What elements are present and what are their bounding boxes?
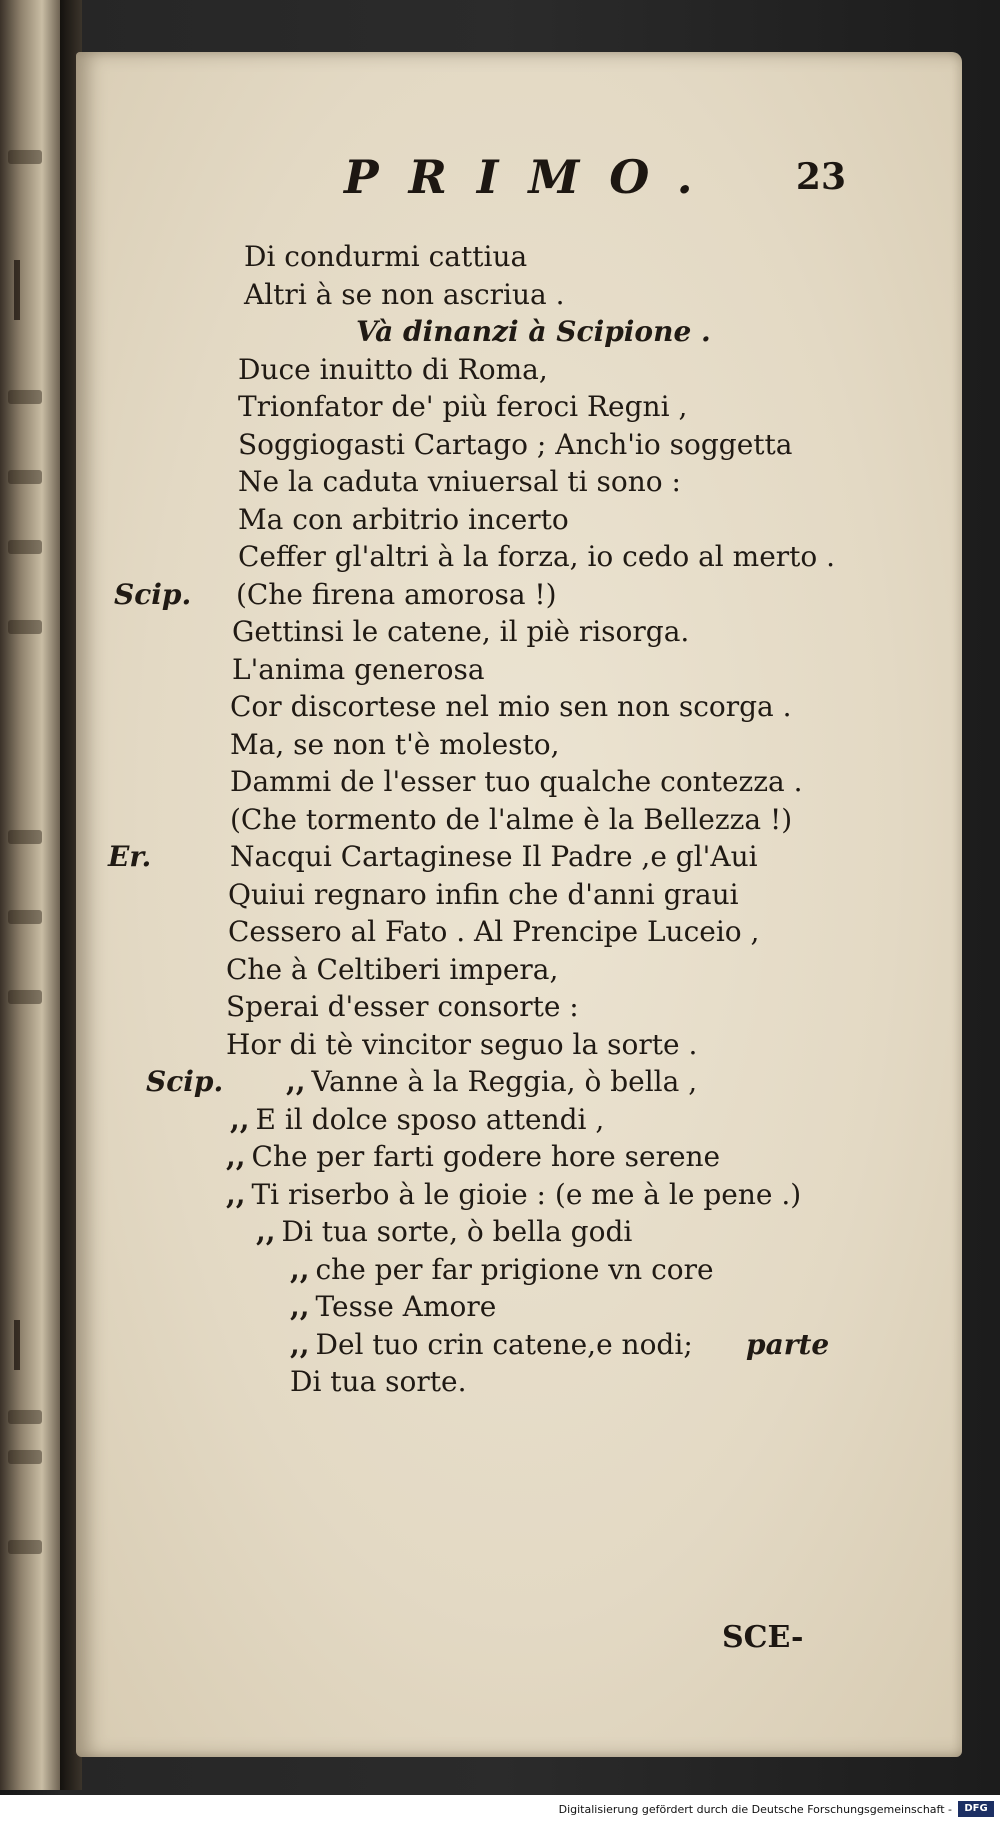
verse-line: [186, 238, 886, 276]
verse-text-line: Trionfator de' più feroci Regni ,: [238, 390, 688, 423]
quotation-mark: ,,: [230, 1102, 250, 1136]
quotation-mark: ,,: [290, 1252, 310, 1286]
page-header: [266, 150, 846, 210]
verse-line: [186, 1026, 886, 1064]
verse-line: [186, 501, 886, 539]
verse-text-line: L'anima generosa: [232, 652, 485, 686]
verse-body: [226, 1176, 801, 1214]
verse-body: [290, 1363, 467, 1401]
verse-line: [186, 426, 886, 464]
verse-text-line: (Che firena amorosa !): [236, 577, 557, 611]
verse-text-line: Di tua sorte.: [290, 1365, 467, 1398]
verse-line: [186, 276, 886, 314]
verse-text-line: E il dolce sposo attendi ,: [255, 1102, 605, 1136]
quotation-mark: ,,: [256, 1215, 276, 1248]
verse-line: [186, 313, 886, 351]
verse-body: [226, 1138, 720, 1176]
speaker-label: Er.: [108, 840, 152, 873]
verse-line: [114, 576, 886, 614]
verse-text-line: Che per farti godere hore serene: [251, 1140, 721, 1173]
verse-body: [230, 1101, 604, 1139]
quotation-mark: ,,: [286, 1065, 306, 1098]
verse-body: [230, 688, 792, 726]
verse-text-line: Sperai d'esser consorte :: [226, 990, 579, 1023]
verse-line: [186, 1138, 886, 1176]
verse-text-line: Quiui regnaro infin che d'anni graui: [228, 877, 739, 911]
verse-text-line: Che à Celtiberi impera,: [226, 952, 559, 986]
verse-text-line: Di condurmi cattiua: [244, 240, 528, 273]
verse-line: [186, 988, 886, 1026]
facing-page-fragment: [8, 1410, 42, 1424]
facing-page-fragment: [8, 620, 42, 634]
verse-line: [186, 463, 886, 501]
verse-text-line: Tesse Amore: [315, 1290, 497, 1323]
verse-body: [230, 763, 803, 801]
stage-direction: Và dinanzi à Scipione .: [356, 315, 711, 348]
verse-body: [238, 426, 792, 464]
quotation-mark: ,,: [290, 1290, 310, 1323]
verse-line: [186, 1176, 886, 1214]
funding-credit: Digitalisierung gefördert durch die Deutsche Forschungsgemeinschaft -: [558, 1803, 952, 1816]
verse-line: [186, 651, 886, 689]
catchword: SCE-: [722, 1620, 804, 1655]
verse-body: [244, 238, 527, 276]
page: [76, 52, 962, 1757]
facing-page-fragment: [8, 150, 42, 164]
verse-text-line: Soggiogasti Cartago ; Anch'io soggetta: [238, 427, 793, 461]
verse-text-line: Ceffer gl'altri à la forza, io cedo al merto .: [238, 540, 836, 573]
running-title: PRIMO.: [344, 150, 723, 204]
verse-text-line: Cessero al Fato . Al Prencipe Luceio ,: [228, 915, 760, 948]
footer-bar: [0, 1795, 1000, 1825]
verse-body: [232, 651, 485, 689]
verse-body: [238, 388, 687, 426]
verse-body: [238, 351, 548, 389]
verse-line: [186, 1326, 886, 1364]
verse-line: [186, 1213, 886, 1251]
verse-body: [236, 576, 557, 614]
verse-line: [186, 613, 886, 651]
verse-body: [290, 1288, 496, 1326]
verse-line: [186, 763, 886, 801]
facing-page-fragment: [8, 990, 42, 1004]
verse-line: [186, 1251, 886, 1289]
page-number: 23: [795, 156, 846, 198]
verse-line: [186, 801, 886, 839]
facing-page-fragment: [8, 830, 42, 844]
facing-page-edge: [0, 0, 60, 1790]
verse-body: [230, 801, 792, 839]
verse-text-line: Cor discortese nel mio sen non scorga .: [230, 690, 792, 723]
verse-text-line: Vanne à la Reggia, ò bella ,: [311, 1065, 698, 1098]
verse-body: [290, 1251, 714, 1289]
verse-line: [186, 538, 886, 576]
facing-page-fragment: [8, 1450, 42, 1464]
verse-line: [146, 1063, 886, 1101]
speaker-label: Scip.: [114, 577, 192, 611]
stage-note: parte: [746, 1327, 830, 1361]
quotation-mark: ,,: [290, 1327, 310, 1361]
speaker-label: Scip.: [146, 1065, 224, 1098]
verse-text-line: (Che tormento de l'alme è la Bellezza !): [230, 802, 793, 836]
verse-text: [108, 238, 886, 1401]
verse-line: [108, 838, 886, 876]
verse-body: [226, 988, 579, 1026]
verse-text-line: Ma con arbitrio incerto: [238, 502, 569, 536]
verse-body: [226, 951, 558, 989]
verse-line: [186, 876, 886, 914]
facing-page-fragment: [14, 260, 20, 320]
verse-text-line: Ne la caduta vniuersal ti sono :: [238, 465, 681, 498]
verse-body: [256, 1213, 632, 1251]
verse-text-line: Del tuo crin catene,e nodi;: [315, 1327, 693, 1361]
verse-line: [186, 951, 886, 989]
verse-line: [186, 351, 886, 389]
verse-text-line: Ti riserbo à le gioie : (e me à le pene .): [251, 1177, 802, 1211]
verse-body: [286, 1063, 697, 1101]
dfg-logo: DFG: [958, 1801, 994, 1817]
verse-line: [186, 688, 886, 726]
facing-page-fragment: [8, 390, 42, 404]
verse-body: [230, 726, 560, 764]
verse-body: [238, 463, 681, 501]
verse-text-line: che per far prigione vn core: [315, 1252, 714, 1286]
facing-page-fragment: [8, 470, 42, 484]
verse-text-line: Hor di tè vincitor seguo la sorte .: [226, 1027, 698, 1061]
verse-body: [230, 838, 758, 876]
facing-page-fragment: [14, 1320, 20, 1370]
verse-body: [290, 1326, 693, 1364]
verse-text-line: Dammi de l'esser tuo qualche contezza .: [230, 765, 803, 798]
verse-body: [238, 501, 569, 539]
verse-body: [356, 313, 711, 351]
verse-text-line: Altri à se non ascriua .: [244, 277, 565, 311]
verse-line: [186, 1101, 886, 1139]
verse-body: [228, 876, 739, 914]
verse-text-line: Di tua sorte, ò bella godi: [281, 1215, 633, 1248]
verse-line: [186, 1363, 886, 1401]
verse-body: [238, 538, 835, 576]
facing-page-fragment: [8, 910, 42, 924]
quotation-mark: ,,: [226, 1140, 246, 1173]
verse-line: [186, 726, 886, 764]
verse-line: [186, 388, 886, 426]
facing-page-fragment: [8, 1540, 42, 1554]
verse-body: [226, 1026, 697, 1064]
verse-body: [232, 613, 689, 651]
verse-line: [186, 1288, 886, 1326]
verse-body: [228, 913, 759, 951]
verse-text-line: Gettinsi le catene, il piè risorga.: [232, 615, 690, 648]
verse-text-line: Duce inuitto di Roma,: [238, 352, 548, 386]
verse-text-line: Nacqui Cartaginese Il Padre ,e gl'Aui: [230, 840, 758, 873]
verse-text-line: Ma, se non t'è molesto,: [230, 727, 560, 761]
quotation-mark: ,,: [226, 1177, 246, 1211]
verse-line: [186, 913, 886, 951]
facing-page-fragment: [8, 540, 42, 554]
verse-body: [244, 276, 565, 314]
